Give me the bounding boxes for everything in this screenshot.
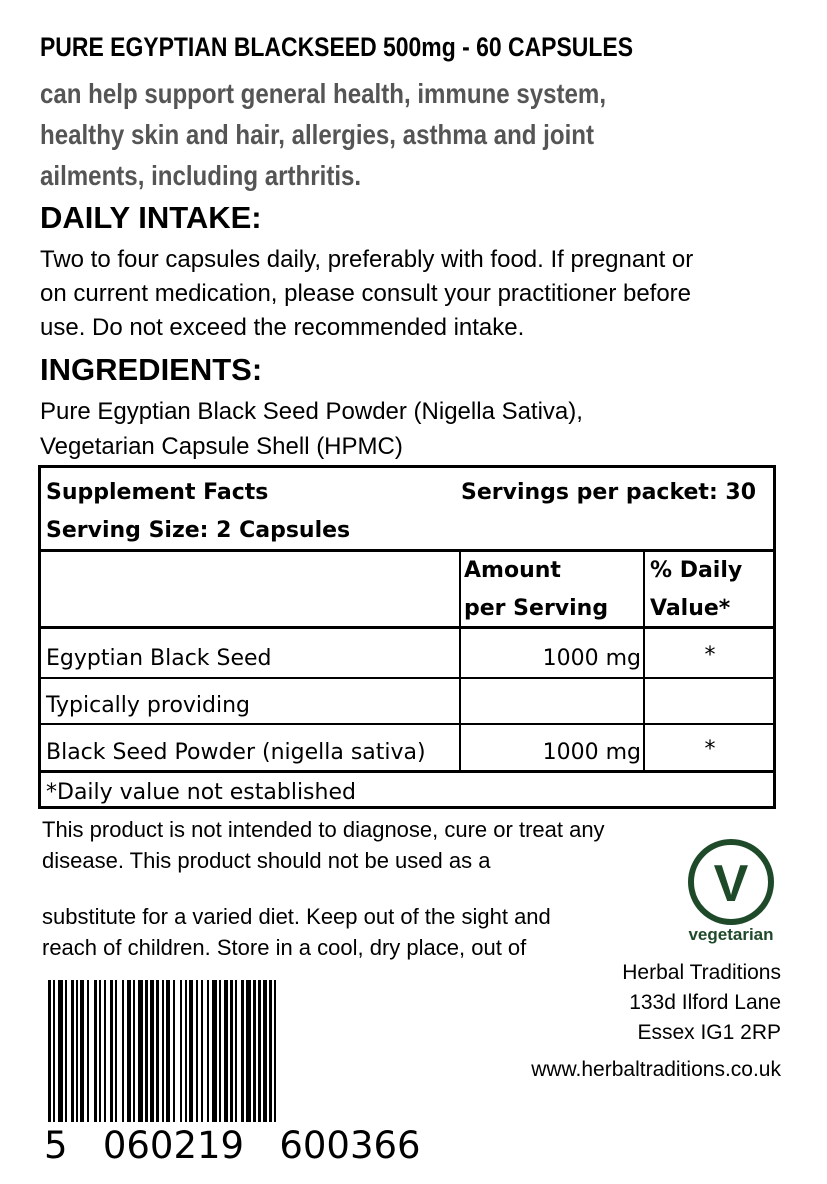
barcode-bar [241,980,244,1122]
barcode-bar [173,980,175,1122]
barcode-bar [99,980,101,1122]
servings-per-packet: Servings per packet: 30 [461,480,757,505]
daily-intake-heading: DAILY INTAKE: [40,200,262,235]
barcode-bar [76,980,78,1122]
barcode-bar [122,980,124,1122]
barcode-bar [71,980,74,1122]
daily-intake-text [40,243,693,345]
row-amount: 1000 mg [542,740,641,765]
barcode-bar [219,980,221,1122]
row-name: Black Seed Powder (nigella sativa) [46,740,426,765]
vegetarian-letter-icon: V [713,855,749,913]
barcode-bar [207,980,209,1122]
barcode-bar [258,980,261,1122]
facts-footnote: *Daily value not established [46,780,356,805]
address-line: 133d Ilford Lane [629,991,781,1014]
barcode-bar [263,980,267,1122]
intake-line: on current medication, please consult your practitioner before [40,280,692,307]
storage-warning [42,901,551,963]
divider [41,723,773,725]
barcode-bar [246,980,251,1122]
barcode-bar [94,980,97,1122]
barcode-bar [65,980,67,1122]
barcode-bar [115,980,117,1122]
barcode-bar [53,980,55,1122]
barcode-bar [166,980,170,1122]
barcode-bar [87,980,89,1122]
barcode-bar [224,980,228,1122]
divider [41,549,773,552]
company-address [622,958,781,1048]
dv-header-line1: % Daily [650,558,743,583]
barcode-bar [196,980,198,1122]
supplement-facts-table [38,465,776,809]
barcode-bar [127,980,131,1122]
barcode-bar [58,980,63,1122]
intake-line: use. Do not exceed the recommended intake. [40,314,525,341]
divider [41,770,773,773]
barcode-bar [201,980,203,1122]
barcode-bar [80,980,84,1122]
barcode-bar [180,980,182,1122]
address-line: Essex IG1 2RP [637,1021,781,1044]
ingredient-line: Pure Egyptian Black Seed Powder (Nigella Sativa), [40,398,583,425]
barcode-bar [138,980,143,1122]
barcode-bar [253,980,256,1122]
row-name: Egyptian Black Seed [46,646,272,671]
row-dv: * [704,643,716,668]
divider [41,677,773,679]
intake-line: Two to four capsules daily, preferably with food. If pregnant or [40,246,694,273]
barcode-bar [274,980,276,1122]
barcode [42,980,442,1165]
ingredient-line: Vegetarian Capsule Shell (HPMC) [40,433,403,460]
ingredients-text [40,394,583,464]
description-line: healthy skin and hair, allergies, asthma and joint [40,119,595,150]
divider [41,626,773,629]
barcode-bar [230,980,233,1122]
barcode-bar [156,980,159,1122]
barcode-bar [48,980,51,1122]
disclaimer-line: This product is not intended to diagnose, cure or treat any [42,817,605,842]
column-divider [459,549,461,770]
facts-title: Supplement Facts [46,480,269,505]
barcode-number: 5 060219 600366 [44,1124,421,1165]
row-dv: * [704,737,716,762]
description-line: can help support general health, immune system, [40,78,607,109]
ingredients-heading: INGREDIENTS: [40,352,263,387]
dv-header-line2: Value* [650,596,731,621]
barcode-bar [235,980,237,1122]
vegetarian-logo [683,838,787,948]
serving-size: Serving Size: 2 Capsules [46,518,351,543]
row-name: Typically providing [46,693,251,718]
barcode-bar [110,980,113,1122]
amount-header-line1: Amount [464,558,561,583]
disclaimer [42,814,605,876]
barcode-bars [48,980,276,1122]
website-url: www.herbaltraditions.co.uk [531,1058,781,1081]
address-line: Herbal Traditions [622,961,781,984]
product-description [40,73,606,196]
warning-line: reach of children. Store in a cool, dry place, out of [42,935,527,960]
barcode-bar [145,980,148,1122]
disclaimer-line: disease. This product should not be used as a [42,848,491,873]
row-amount: 1000 mg [542,646,641,671]
barcode-bar [150,980,154,1122]
warning-line: substitute for a varied diet. Keep out of the sight and [42,904,551,929]
barcode-bar [189,980,193,1122]
vegetarian-label: vegetarian [688,925,774,944]
barcode-bar [185,980,187,1122]
description-line: ailments, including arthritis. [40,160,362,191]
barcode-bar [269,980,272,1122]
barcode-bar [212,980,217,1122]
column-divider [643,549,645,770]
barcode-bar [162,980,164,1122]
amount-header-line2: per Serving [464,596,609,621]
barcode-bar [133,980,135,1122]
product-title: PURE EGYPTIAN BLACKSEED 500mg - 60 CAPSULES [40,32,634,62]
barcode-bar [104,980,106,1122]
